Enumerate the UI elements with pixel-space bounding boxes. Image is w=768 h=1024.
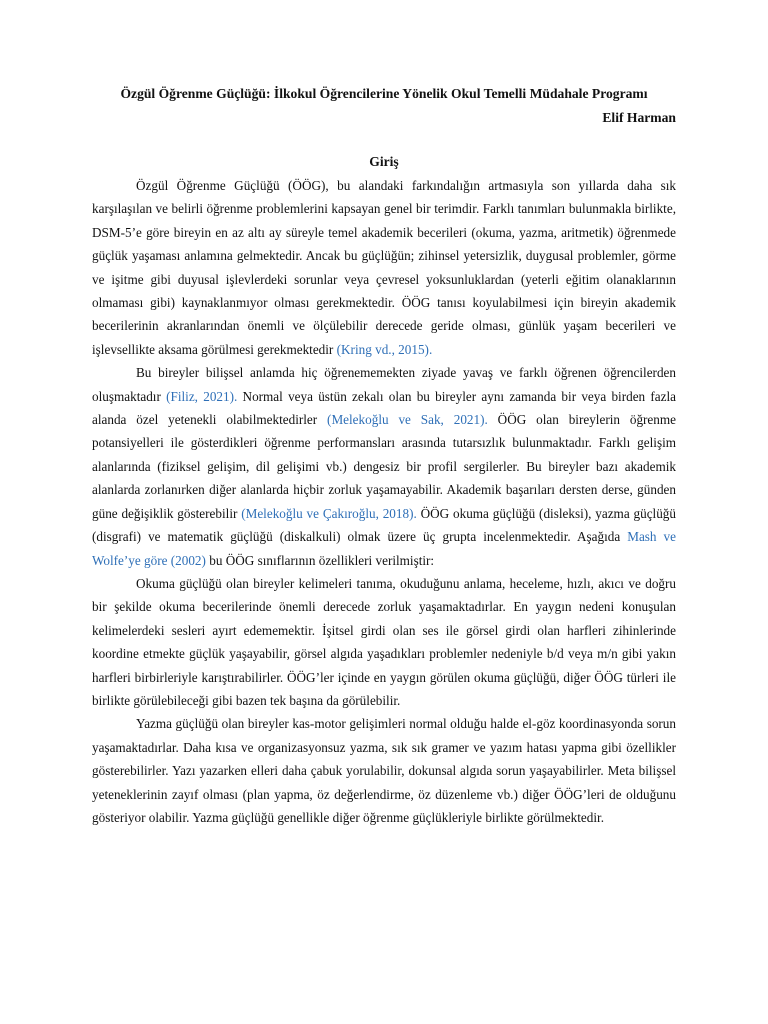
paragraph-1: [92, 174, 676, 361]
paragraph-text: Yazma güçlüğü olan bireyler kas-motor gelişimleri normal olduğu halde el-göz koordinasyonda sorun yaşamaktadırlar. Daha kısa ve organizasyonsuz yazma, sık sık gramer ve yazım hatası yapma gibi özellikler gösterebilirler. Yazı yazarken elleri daha çabuk yorulabilir, dokunsal algıda sorun yaşayabilirler. Meta bilişsel yeteneklerinin zayıf olması (plan yapma, öz değerlendirme, öz düzenleme vb.) diğer ÖÖG’leri de olduğunu gösteriyor olabilir. Yazma güçlüğü genellikle diğer öğrenme güçlükleriyle birlikte görülmektedir.: [92, 716, 676, 825]
body-text: [92, 174, 676, 829]
document-title: Özgül Öğrenme Güçlüğü: İlkokul Öğrencilerine Yönelik Okul Temelli Müdahale Programı: [120, 86, 648, 101]
paragraph-text: Normal veya üstün zekalı olan bu bireyler aynı zamanda bir veya birden fazla alanda özel yetenekli olabilmektedirler: [92, 388, 677, 428]
paragraph-text: ÖÖG okuma güçlüğü (disleksi), yazma güçlüğü (disgrafi) ve matematik güçlüğü (diskalkuli) olmak üzere üç grupta incelenmektedir. Aşağıda: [92, 505, 676, 545]
citation-text: (Melekoğlu ve Sak, 2021).: [327, 412, 488, 428]
paragraph-text: ÖÖG olan bireylerin öğrenme potansiyelleri ile gösterdikleri öğrenme performansları arasında tutarsızlık bulunmaktadır. Farklı gelişim alanlarında (fiziksel gelişim, dil gelişimi vb.) dengesiz bir profil sergilerler. Bu bireyler bazı akademik alanlarda zorlanırken diğer alanlarda hiçbir zorluk yaşamayabilir. Akademik başarıları dersten derse, günden güne değişiklik gösterebilir: [92, 412, 676, 521]
paragraph-text: Özgül Öğrenme Güçlüğü (ÖÖG), bu alandaki farkındalığın artmasıyla son yıllarda daha sık karşılaşılan ve belirli öğrenme problemlerini kapsayan genel bir terimdir. Farklı tanımları bulunmakla birlikte, DSM-5’e göre bireyin en az altı ay süreyle temel akademik becerileri (okuma, yazma, aritmetik) öğrenmede güçlük yaşaması anlamına gelmektedir. Ancak bu güçlüğün; zihinsel yetersizlik, duygusal problemler, görme ve işitme gibi duyusal işlevlerdeki sorunlar veya çevresel yoksunluklardan (yeterli eğitim olanaklarının olmaması gibi) kaynaklanmıyor olması gerekmektedir. ÖÖG tanısı koyulabilmesi için bireyin akademik becerilerinin akranlarından önemli ve ölçülebilir derecede geride olması, günlük yaşam becerileri ve işlevsellikte aksama görülmesi gerekmektedir: [92, 178, 676, 357]
paragraph-4: [92, 712, 676, 829]
citation-text: (Filiz, 2021).: [166, 388, 238, 404]
paragraph-3: [92, 572, 676, 712]
paragraph-text: Bu bireyler bilişsel anlamda hiç öğrenememekten ziyade yavaş ve farklı öğrenen öğrencilerden oluşmaktadır: [92, 365, 676, 404]
citation-text: (Kring vd., 2015).: [336, 341, 433, 357]
citation-text: Mash ve Wolfe’ye göre (2002): [92, 529, 676, 568]
paragraph-text: bu ÖÖG sınıflarının özellikleri verilmiştir:: [205, 552, 435, 568]
citation-text: (Melekoğlu ve Çakıroğlu, 2018).: [241, 505, 417, 521]
paragraph-text: Okuma güçlüğü olan bireyler kelimeleri tanıma, okuduğunu anlama, heceleme, hızlı, akıcı ve doğru bir şekilde okuma becerilerinde önemli derecede zorluk yaşamaktadırlar. En yaygın nedeni konuşulan kelimelerdeki sesleri ayırt edememektir. İşitsel girdi olan ses ile görsel girdi olan harfleri zihinlerinde koordine etmekte güçlük yaşayabilir, görsel algıda yaşadıkları problemler nedeniyle b/d veya m/n gibi yakın harfleri birbirleriyle karıştırabilirler. ÖÖG’ler içinde en yaygın görülen okuma güçlüğü, diğer ÖÖG türleri ile birlikte görülebileceği gibi bazen tek başına da görülebilir.: [92, 575, 676, 708]
author-name: Elif Harman: [602, 110, 676, 125]
section-heading: Giriş: [369, 154, 399, 169]
paragraph-2: [92, 361, 676, 572]
